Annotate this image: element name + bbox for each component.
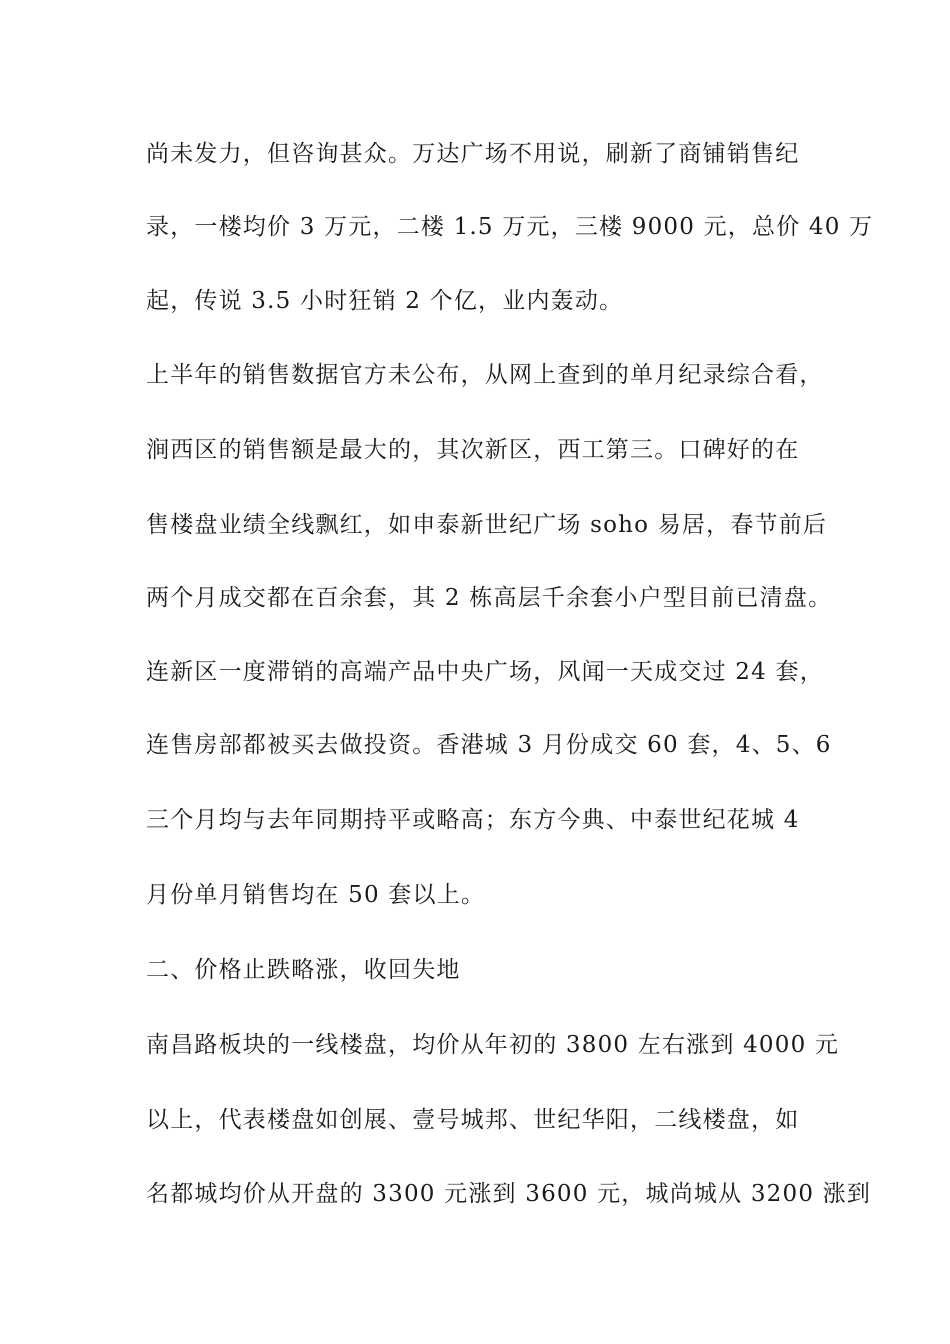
text-line: 名都城均价从开盘的 3300 元涨到 3600 元，城尚城从 3200 涨到 [146,1181,872,1207]
text-line: 月份单月销售均在 50 套以上。 [146,882,486,908]
section-heading: 二、价格止跌略涨，收回失地 [146,957,461,983]
text-line: 录，一楼均价 3 万元，二楼 1.5 万元，三楼 9000 元，总价 40 万 [146,214,874,240]
text-line: 尚未发力，但咨询甚众。万达广场不用说，刷新了商铺销售纪 [146,141,800,167]
text-line: 上半年的销售数据官方未公布，从网上查到的单月纪录综合看， [146,362,824,388]
text-line: 三个月均与去年同期持平或略高；东方今典、中泰世纪花城 4 [146,807,800,833]
text-line: 涧西区的销售额是最大的，其次新区，西工第三。口碑好的在 [146,437,800,463]
text-line: 南昌路板块的一线楼盘，均价从年初的 3800 左右涨到 4000 元 [146,1032,840,1058]
text-line: 连售房部都被买去做投资。香港城 3 月份成交 60 套，4、5、6 [146,732,832,758]
text-line: 起，传说 3.5 小时狂销 2 个亿，业内轰动。 [146,288,624,314]
text-line: 两个月成交都在百余套，其 2 栋高层千余套小户型目前已清盘。 [146,585,833,611]
text-line: 以上，代表楼盘如创展、壹号城邦、世纪华阳，二线楼盘，如 [146,1107,800,1133]
text-line: 连新区一度滞销的高端产品中央广场，风闻一天成交过 24 套， [146,659,824,685]
text-line: 售楼盘业绩全线飘红，如申泰新世纪广场 soho 易居，春节前后 [146,512,828,538]
